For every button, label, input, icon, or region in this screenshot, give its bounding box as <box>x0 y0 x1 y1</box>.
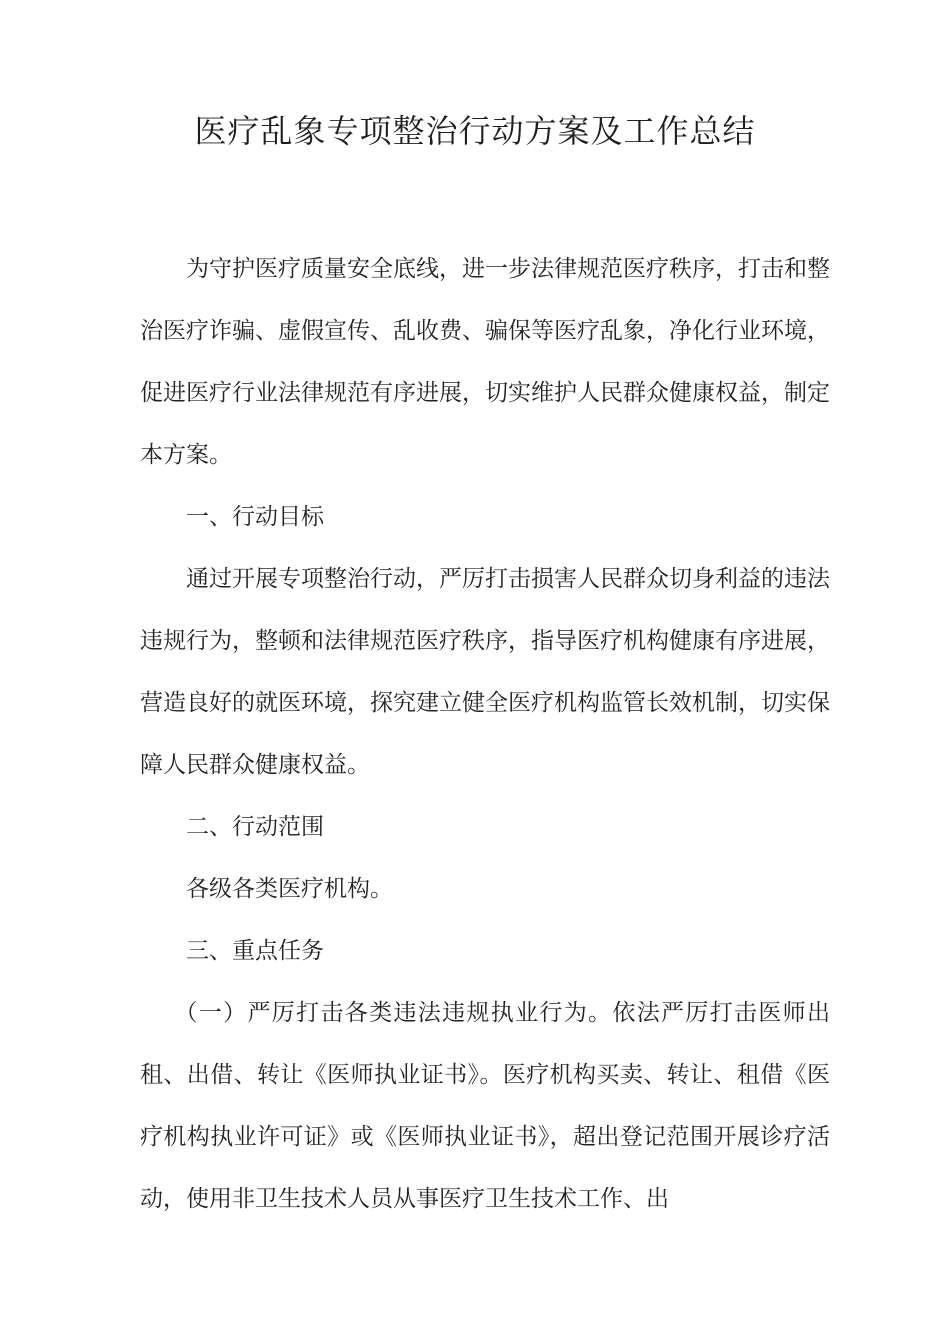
goals-paragraph: 通过开展专项整治行动，严厉打击损害人民群众切身利益的违法违规行为，整顿和法律规范医疗秩序，指导医疗机构健康有序进展，营造良好的就医环境，探究建立健全医疗机构监管长效机制，切实保障人民群众健康权益。 <box>140 566 830 778</box>
section-heading-goals: 一、行动目标 <box>186 504 324 530</box>
scope-paragraph: 各级各类医疗机构。 <box>186 876 393 902</box>
section-heading-tasks: 三、重点任务 <box>186 938 324 964</box>
task-paragraph-1: （一）严厉打击各类违法违规执业行为。依法严厉打击医师出租、出借、转让《医师执业证书》。医疗机构买卖、转让、租借《医疗机构执业许可证》或《医师执业证书》，超出登记范围开展诊疗活动，使用非卫生技术人员从事医疗卫生技术工作、出 <box>140 1000 830 1212</box>
intro-paragraph: 为守护医疗质量安全底线，进一步法律规范医疗秩序，打击和整治医疗诈骗、虚假宣传、乱收费、骗保等医疗乱象，净化行业环境，促进医疗行业法律规范有序进展，切实维护人民群众健康权益，制定本方案。 <box>140 256 830 468</box>
document-body <box>140 238 830 1230</box>
document-title: 医疗乱象专项整治行动方案及工作总结 <box>194 112 756 150</box>
section-heading-scope: 二、行动范围 <box>186 814 324 840</box>
